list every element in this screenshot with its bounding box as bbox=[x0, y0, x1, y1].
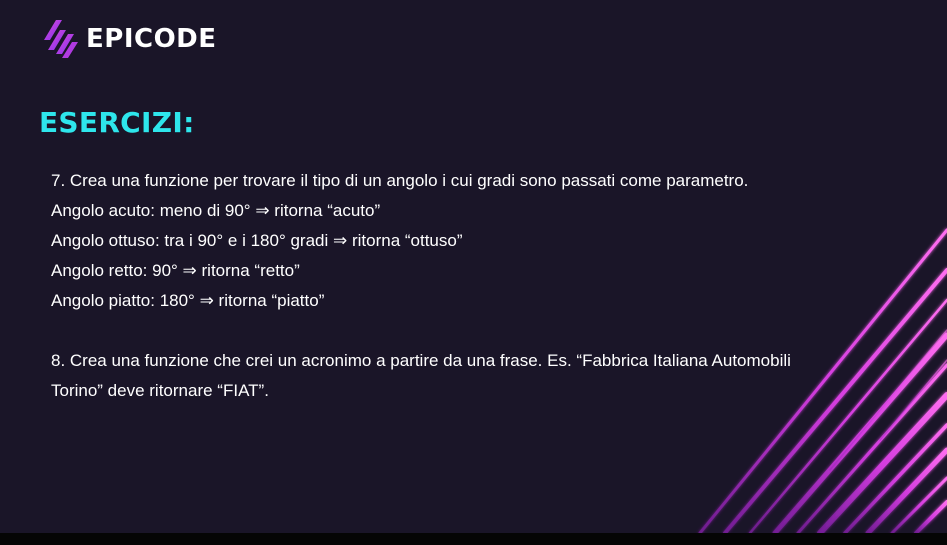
slide-title: ESERCIZI: bbox=[39, 106, 195, 139]
paragraph-gap bbox=[51, 316, 911, 346]
epicode-logo-icon bbox=[42, 18, 80, 60]
exercise-8-statement-continued: Torino” deve ritornare “FIAT”. bbox=[51, 381, 269, 400]
exercise-8-statement: 8. Crea una funzione che crei un acronimo a partire da una frase. Es. “Fabbrica Italiana Automobili bbox=[51, 351, 791, 370]
epicode-logo bbox=[42, 18, 217, 60]
obtuse-angle-rule: Angolo ottuso: tra i 90° e i 180° gradi ⇒ ritorna “ottuso” bbox=[51, 231, 463, 250]
slide-content bbox=[51, 166, 911, 406]
bottom-bar bbox=[0, 533, 947, 545]
brand-name: EPICODE bbox=[86, 24, 217, 54]
right-angle-rule: Angolo retto: 90° ⇒ ritorna “retto” bbox=[51, 261, 300, 280]
acute-angle-rule: Angolo acuto: meno di 90° ⇒ ritorna “acuto” bbox=[51, 201, 381, 220]
straight-angle-rule: Angolo piatto: 180° ⇒ ritorna “piatto” bbox=[51, 291, 325, 310]
exercise-7-statement: 7. Crea una funzione per trovare il tipo di un angolo i cui gradi sono passati come parametro. bbox=[51, 171, 749, 190]
